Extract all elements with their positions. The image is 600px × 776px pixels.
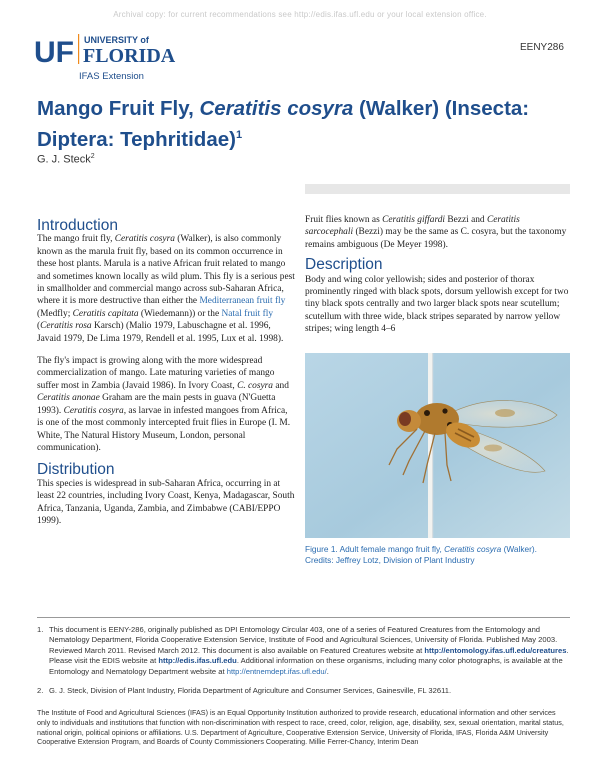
author-name: G. J. Steck xyxy=(37,153,91,166)
document-id: EENY286 xyxy=(520,42,564,53)
heading-description: Description xyxy=(305,256,383,274)
title-species: Ceratitis cosyra xyxy=(199,97,354,120)
description-paragraph: Body and wing color yellowish; sides and posterior of thorax prominently ringed with black spots, dorsum yellowish except for two tiny black spots centrally and two larger black spots near scutellum; scutellum with three wide, black stripes separated by narrow yellow stripes; wing length 4–6 xyxy=(305,274,569,335)
ifas-disclaimer: The Institute of Food and Agricultural Sciences (IFAS) is an Equal Opportunity Institution authorized to provide research, educational information and other services only to individuals and institutions that function with non-discrimination with respect to race, creed, color, religion, age, disability, sex, sexual orientation, marital status, national origin, political opinions or affiliations. U.S. Department of Agriculture, Cooperative Extension Service, University of Florida, IFAS, Florida A&M University Cooperative Extension Program, and Boards of County Commissioners Cooperating. Millie Ferrer-Chancy, Interim Dean xyxy=(37,708,564,747)
natal-fruit-fly-link[interactable]: Natal fruit fly xyxy=(221,308,274,319)
title-part2: (Walker) (Insecta: Diptera: Tephritidae) xyxy=(37,97,530,151)
footnote-number: 2. xyxy=(37,686,44,695)
fly-eye xyxy=(399,412,411,426)
logo-divider xyxy=(78,34,79,64)
intro-paragraph-1: The mango fruit fly, Ceratitis cosyra (Walker), is also commonly known as the marula fruit fly, based on its common occurrence in these host plants. Marula is a native African fruit related to mango and sometimes known locally as wild plum. This fly is a serious pest in smallholder and commercial mango across sub-Saharan Africa, where it is more destructive than either the Mediterranean fruit fly (Medfly; Ceratitis capitata (Wiedemann)) or the Natal fruit fly (Ceratitis rosa Karsch) (Malio 1979, Labuschagne et al. 1996, Javaid 1979, De Lima 1979, Rendell et al. 1995, Lux et al. 1998). xyxy=(37,234,295,344)
footnote-number: 1. xyxy=(37,625,44,634)
wing-spot xyxy=(484,445,502,452)
right-column xyxy=(305,214,570,346)
logo-florida: FLORIDA xyxy=(83,45,176,67)
figure-caption: Figure 1. Adult female mango fruit fly, Ceratitis cosyra (Walker). Credits: Jeffrey Lotz, Division of Plant Industry xyxy=(305,544,537,565)
edis-url[interactable]: http://edis.ifas.ufl.edu xyxy=(158,656,237,666)
featured-creatures-url[interactable]: http://entomology.ifas.ufl.edu/creatures xyxy=(424,645,567,655)
page-title xyxy=(37,95,567,153)
author-footnote-ref[interactable]: 2 xyxy=(90,153,95,160)
title-part1: Mango Fruit Fly, xyxy=(37,97,200,120)
footnote-divider xyxy=(37,617,570,618)
wing-spot xyxy=(495,409,515,417)
uf-logo-letters: UF xyxy=(34,36,74,69)
medfly-link[interactable]: Mediterranean fruit fly xyxy=(199,296,286,307)
fruit-fly-photo xyxy=(305,353,570,538)
title-footnote-ref[interactable]: 1 xyxy=(235,129,243,141)
entnemdept-url[interactable]: http://entnemdept.ifas.ufl.edu/ xyxy=(226,666,327,676)
distribution-paragraph: This species is widespread in sub-Saharan Africa, occurring in at least 22 countries, including Ivory Coast, Kenya, Madagascar, South Africa, Tanzania, Uganda, Zambia, and Zimbabwe (CABI/EPPO 1999). xyxy=(37,478,295,526)
logo-ifas-extension: IFAS Extension xyxy=(79,71,144,82)
uf-ifas-logo[interactable] xyxy=(34,28,184,90)
archival-note: Archival copy: for current recommendations see http://edis.ifas.ufl.edu or your local extension office. xyxy=(113,10,487,19)
author xyxy=(37,153,95,166)
taxonomy-paragraph: Fruit flies known as Ceratitis giffardi Bezzi and Ceratitis sarcocephali (Bezzi) may be the same as C. cosyra, but the taxonomy remains ambiguous (De Meyer 1998). xyxy=(305,215,567,250)
footnote-2-text: G. J. Steck, Division of Plant Industry, Florida Department of Agriculture and Consumer Services, Gainesville, FL 32611. xyxy=(49,686,452,695)
intro-paragraph-2: The fly's impact is growing along with the more widespread commercialization of mango. Late maturing varieties of mango suffer most in Zambia (Javaid 1986). In Ivory Coast, C. cosyra and Ceratitis anonae Graham are the main pests in guava (N'Guetta 1993). Ceratitis cosyra, as larvae in infested mangoes from Africa, is one of the most commonly intercepted fruit flies in Europe (I. M. White, The Natural History Museum, London, personal communication). xyxy=(37,356,291,453)
logo-university: UNIVERSITY of xyxy=(84,35,149,45)
heading-introduction: Introduction xyxy=(37,217,118,234)
decorative-bar xyxy=(305,184,570,194)
thorax-spot xyxy=(424,410,430,416)
left-column xyxy=(37,217,295,537)
footnote-1: 1. This document is EENY-286, originally published as DPI Entomology Circular 403, one of a series of Featured Creatures from the Entomology and Nematology Department, Florida Cooperative Extension Service, Institute of Food and Agricultural Sciences, University of Florida. Published May 2003. Reviewed March 2011. Revised March 2012. This document is also available on Featured Creatures website at http://entomology.ifas.ufl.edu/creatures. Please visit the EDIS website at http://edis.ifas.ufl.edu. Additional information on these organisms, including many color photographs, is available at the Entomology and Nematology Department website at http://entnemdept.ifas.ufl.edu/. xyxy=(37,625,569,676)
figure-label: Figure 1. xyxy=(305,544,338,554)
heading-distribution: Distribution xyxy=(37,461,115,479)
footnote-2 xyxy=(37,686,570,696)
thorax-spot xyxy=(442,408,447,413)
photo-background xyxy=(305,353,570,538)
figure-credits: Credits: Jeffrey Lotz, Division of Plant Industry xyxy=(305,555,475,565)
